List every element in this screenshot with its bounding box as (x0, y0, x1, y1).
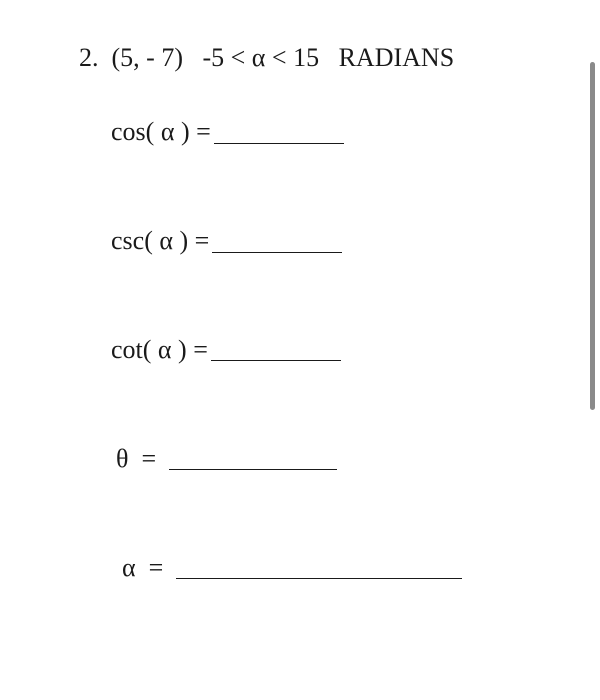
problem-statement (79, 42, 454, 74)
problem-interval: -5 < α < 15 (202, 43, 320, 72)
cos-answer-blank[interactable] (214, 143, 344, 144)
scrollbar-thumb[interactable] (590, 62, 595, 410)
alpha-label: α = (122, 553, 164, 582)
theta-answer-blank[interactable] (169, 469, 337, 470)
alpha-answer-blank[interactable] (176, 578, 462, 579)
problem-point: (5, - 7) (111, 43, 183, 72)
cot-label: cot( α ) = (111, 335, 208, 364)
problem-number: 2. (79, 43, 99, 72)
theta-label: θ = (116, 444, 157, 473)
problem-unit: RADIANS (338, 43, 455, 72)
cos-label: cos( α ) = (111, 117, 211, 146)
csc-label: csc( α ) = (111, 226, 210, 255)
cot-answer-blank[interactable] (211, 360, 341, 361)
csc-answer-blank[interactable] (212, 252, 342, 253)
